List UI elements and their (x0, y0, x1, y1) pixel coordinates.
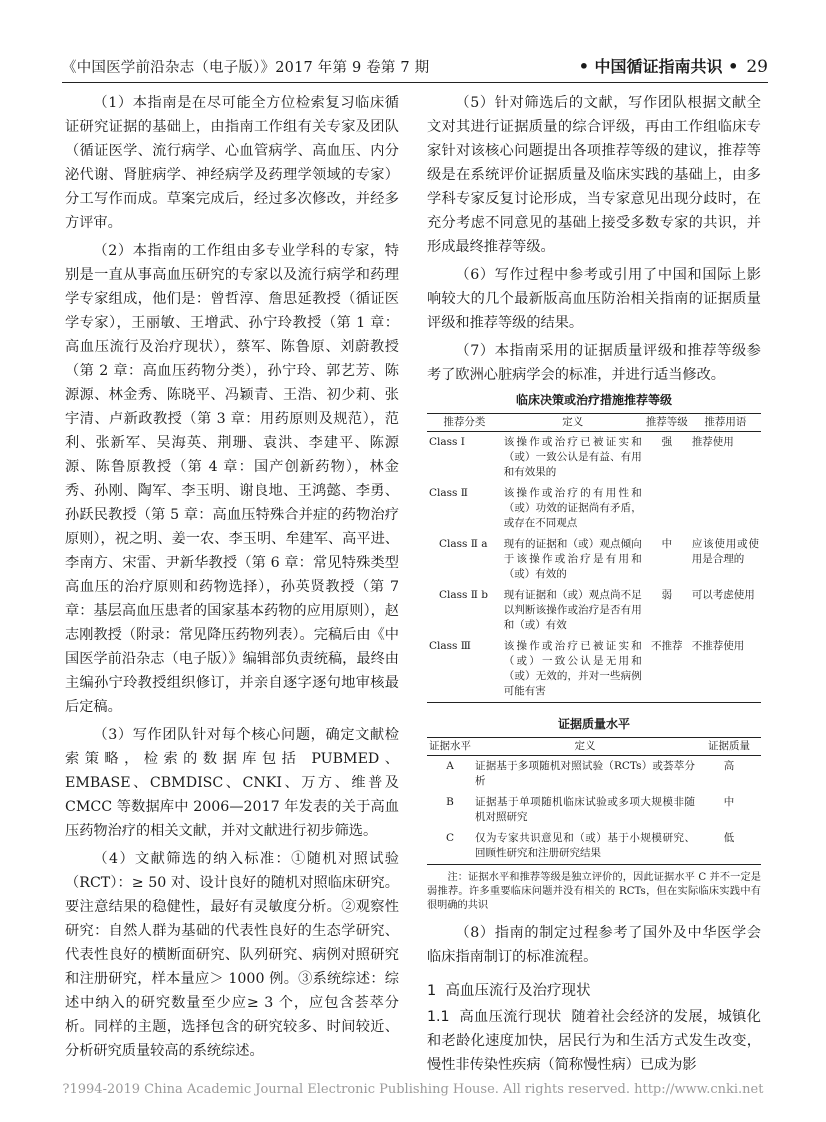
table-row (427, 756, 761, 793)
level-cell: B (446, 796, 454, 808)
right-column (427, 91, 761, 1081)
quality-cell: 低 (697, 828, 761, 865)
class-cell: Class Ⅲ (427, 636, 502, 703)
table-header-row (427, 738, 761, 756)
class-cell: Class Ⅱ b (439, 589, 488, 601)
table-header-cell: 定义 (502, 414, 644, 432)
grade-cell: 弱 (661, 589, 673, 601)
table-header-row (427, 414, 761, 432)
usage-cell: 不推荐使用 (690, 636, 761, 703)
paragraph-5: （5）针对筛选后的文献，写作团队根据文献全文对其进行证据质量的综合评级，再由工作组临床专家针对该核心问题提出各项推荐等级的建议，推荐等级是在系统评价证据质量及临床实践的基础上，由多学科专家反复讨论形成，当专家意见出现分歧时，在充分考虑不同意见的基础上接受多数专家的共识，并形成最终推荐等级。 (427, 95, 761, 255)
subsection-title: 高血压流行现状 (459, 1009, 562, 1025)
level-cell: C (427, 828, 473, 865)
class-cell: Class Ⅱ a (439, 538, 488, 550)
definition-cell: 仅为专家共识意见和（或）基于小规模研究、回顾性研究和注册研究结果 (473, 828, 697, 865)
level-cell: A (446, 760, 454, 772)
recommendation-table-title: 临床决策或治疗措施推荐等级 (515, 393, 672, 407)
section-number: 1 (427, 983, 437, 999)
quality-cell: 中 (723, 796, 735, 808)
definition-cell: 该操作或治疗已被证实和（或）一致公认是无用和（或）无效的，并对一些病例可能有害 (502, 636, 644, 703)
table-header-cell: 证据水平 (427, 738, 473, 756)
copyright-footer: ?1994-2019 China Academic Journal Electronic Publishing House. All rights reserved. http://www.cnki.net (62, 1082, 764, 1097)
table-header-cell: 推荐用语 (690, 414, 761, 432)
paragraph-2: （2）本指南的工作组由多专业学科的专家，特别是一直从事高血压研究的专家以及流行病学和药理学专家组成，他们是：曾哲淳、詹思延教授（循证医学专家），王丽敏、王增武、孙宁玲教授（第 1 章：高血压流行及治疗现状），蔡军、陈鲁原、刘蔚教授（第 2 章：高血压药物分类），孙宁玲、郭艺芳、陈源源、林金秀、陈晓平、冯颖青、王浩、初少莉、张宇清、卢新政教授（第 3 章：用药原则及规范），范利、张新军、吴海英、荆珊、袁洪、李建平、陈源源、陈鲁原教授（第 4 章：国产创新药物），林金秀、孙刚、陶军、李玉明、谢良地、王鸿懿、李勇、孙跃民教授（第 5 章：高血压特殊合并症的药物治疗原则），祝之明、姜一农、李玉明、牟建军、高平进、李南方、宋雷、尹新华教授（第 6 章：常见特殊类型高血压的治疗原则和药物选择），孙英贤教授（第 7 章：基层高血压患者的国家基本药物的应用原则），赵志刚教授（附录：常见降压药物列表）。完稿后由《中国医学前沿杂志（电子版）》编辑部负责统稿，最终由主编孙宁玲教授组织修订，并亲自逐字逐句地审核最后定稿。 (65, 243, 399, 715)
usage-cell: 推荐使用 (691, 436, 734, 448)
usage-cell: 可以考虑使用 (691, 589, 755, 601)
quality-cell: 高 (723, 760, 735, 772)
journal-header: 《中国医学前沿杂志（电子版）》2017 年第 9 卷第 7 期 (62, 60, 430, 76)
table-header-cell: 定义 (473, 738, 697, 756)
subsection-paragraph (427, 1005, 761, 1077)
paragraph-7: （7）本指南采用的证据质量评级和推荐等级参考了欧洲心脏病学会的标准，并进行适当修改。 (427, 343, 761, 383)
usage-cell: 应该使用或使用是合理的 (691, 538, 759, 565)
definition-cell: 证据基于单项随机临床试验或多项大规模非随机对照研究 (475, 796, 695, 823)
paragraph-6: （6）写作过程中参考或引用了中国和国际上影响较大的几个最新版高血压防治相关指南的证据质量评级和推荐等级的结果。 (427, 267, 761, 331)
grade-cell: 不推荐 (644, 636, 690, 703)
table-header-cell: 推荐分类 (427, 414, 502, 432)
section-title: 高血压流行及治疗现状 (445, 983, 591, 999)
table-row (427, 483, 761, 534)
header-divider (62, 82, 768, 83)
paragraph-1: （1）本指南是在尽可能全方位检索复习临床循证研究证据的基础上，由指南工作组有关专家及团队（循证医学、流行病学、心血管病学、高血压、内分泌代谢、肾脏病学、神经病学及药理学领域的专家）分工写作而成。草案完成后，经过多次修改，并经多方评审。 (65, 95, 399, 231)
table-row (427, 432, 761, 484)
class-cell: Class Ⅱ (429, 487, 468, 499)
table-row (427, 636, 761, 703)
table-note: 注：证据水平和推荐等级是独立评价的，因此证据水平 C 并不一定是弱推荐。许多重要临床问题并没有相关的 RCTs，但在实际临床实践中有很明确的共识 (427, 872, 761, 911)
table-header-cell: 推荐等级 (644, 414, 690, 432)
evidence-table-title: 证据质量水平 (557, 717, 630, 731)
paragraph-3: （3）写作团队针对每个核心问题，确定文献检索策略，检索的数据库包括 PUBMED、EMBASE、CBMDISC、CNKI、万方、维普及 CMCC 等数据库中 2006—2017 年发表的关于高血压药物治疗的相关文献，并对文献进行初步筛选。 (65, 727, 399, 839)
table-row (427, 585, 761, 636)
definition-cell: 现有证据和（或）观点尚不足以判断该操作或治疗是否有用和（或）有效 (503, 589, 642, 631)
subsection-text: 随着社会经济的发展，城镇化和老龄化速度加快，居民行为和生活方式发生改变，慢性非传染性疾病（简称慢性病）已成为影 (427, 1009, 761, 1073)
definition-cell: 证据基于多项随机对照试验（RCTs）或荟萃分析 (475, 760, 695, 787)
left-column (65, 91, 399, 1067)
page-number: 29 (746, 57, 768, 77)
evidence-table (427, 737, 761, 865)
section-header (579, 54, 768, 77)
definition-cell: 该操作或治疗已被证实和（或）一致公认是有益、有用和有效果的 (503, 436, 642, 478)
table-header-cell: 证据质量 (697, 738, 761, 756)
section-label: • 中国循证指南共识 • (578, 57, 739, 76)
subsection-number: 1.1 (427, 1009, 450, 1025)
class-cell: Class Ⅰ (429, 436, 465, 448)
grade-cell: 强 (661, 436, 673, 448)
grade-cell (644, 483, 690, 534)
table-row (427, 534, 761, 585)
definition-cell: 该操作或治疗的有用性和（或）功效的证据尚有矛盾，或存在不同观点 (503, 487, 642, 529)
usage-cell (690, 483, 761, 534)
grade-cell: 中 (661, 538, 673, 550)
definition-cell: 现有的证据和（或）观点倾向于该操作或治疗是有用和（或）有效的 (503, 538, 642, 580)
table-row (427, 792, 761, 828)
section-heading (427, 979, 761, 1003)
recommendation-table (427, 413, 761, 703)
table-row (427, 828, 761, 865)
paragraph-4: （4）文献筛选的纳入标准：①随机对照试验（RCT）：≥ 50 对、设计良好的随机对照临床研究。要注意结果的稳健性，最好有灵敏度分析。②观察性研究：自然人群为基础的代表性良好的生态学研究、代表性良好的横断面研究、队列研究、病例对照研究和注册研究，样本量应＞ 1000 例。③系统综述：综述中纳入的研究数量至少应≥ 3 个，应包含荟萃分析。同样的主题，选择包含的研究较多、时间较近、分析研究质量较高的系统综述。 (65, 851, 399, 1059)
paragraph-8: （8）指南的制定过程参考了国外及中华医学会临床指南制订的标准流程。 (427, 925, 761, 965)
